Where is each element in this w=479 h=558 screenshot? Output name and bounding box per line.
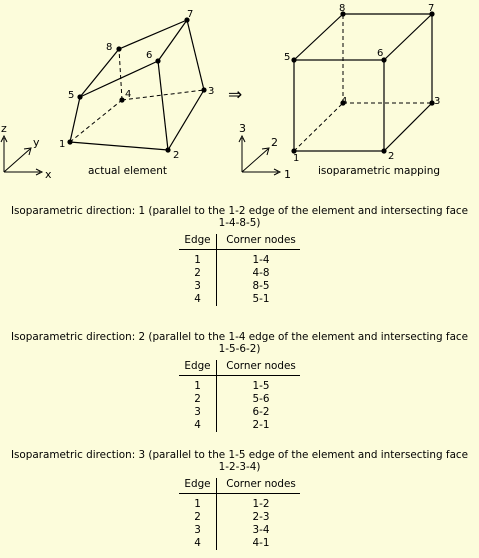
- table-row: [179, 250, 300, 268]
- element-figure: [0, 0, 479, 200]
- axis-label-x: x: [45, 168, 52, 181]
- axis-label-y: y: [33, 136, 40, 149]
- table-row: [179, 537, 300, 550]
- direction-3-table: [179, 478, 300, 550]
- corner-nodes-cell: 5-6: [252, 393, 270, 405]
- cube-node-label-4: 4: [341, 96, 348, 107]
- cube-node-label-3: 3: [434, 96, 441, 107]
- corner-nodes-cell: 8-5: [252, 280, 270, 292]
- node-label-4: 4: [125, 89, 132, 100]
- iso-axis-label-2: 2: [271, 136, 278, 149]
- corner-nodes-cell: 1-4: [252, 254, 270, 266]
- iso-axis-label-1: 1: [284, 168, 291, 181]
- corner-nodes-column-header: Corner nodes: [217, 360, 301, 376]
- edge-cell: 2: [179, 267, 217, 280]
- edge-cell: 4: [179, 537, 217, 550]
- edge-cell: 1: [179, 376, 217, 394]
- cube-node-label-2: 2: [388, 151, 395, 162]
- direction-2-section: [0, 331, 479, 432]
- cube-node-label-7: 7: [428, 3, 435, 14]
- corner-nodes-cell: 6-2: [252, 406, 270, 418]
- direction-3-section: [0, 449, 479, 550]
- corner-nodes-cell: 5-1: [252, 293, 270, 305]
- edge-cell: 2: [179, 511, 217, 524]
- edge-cell: 3: [179, 280, 217, 293]
- direction-2-description: Isoparametric direction: 2 (parallel to the 1-4 edge of the element and intersecting face 1-5-6-2): [10, 331, 469, 355]
- direction-1-section: [0, 205, 479, 306]
- table-row: [179, 280, 300, 293]
- table-row: [179, 511, 300, 524]
- node-label-6: 6: [146, 50, 153, 61]
- node-label-1: 1: [59, 139, 66, 150]
- edge-cell: 2: [179, 393, 217, 406]
- direction-3-description: Isoparametric direction: 3 (parallel to the 1-5 edge of the element and intersecting face 1-2-3-4): [10, 449, 469, 473]
- direction-2-table: [179, 360, 300, 432]
- edge-cell: 3: [179, 406, 217, 419]
- edge-cell: 3: [179, 524, 217, 537]
- corner-nodes-cell: 1-2: [252, 498, 270, 510]
- mapping-arrow: ⇒: [228, 85, 243, 105]
- cube-node-label-5: 5: [284, 52, 291, 63]
- actual-element-node-labels: [59, 9, 214, 161]
- cube-node-label-6: 6: [377, 48, 384, 59]
- direction-1-table: [179, 234, 300, 306]
- table-row: [179, 376, 300, 394]
- edge-cell: 4: [179, 293, 217, 306]
- edge-column-header: Edge: [179, 478, 217, 494]
- node-label-7: 7: [187, 9, 194, 20]
- node-label-2: 2: [173, 150, 180, 161]
- corner-nodes-column-header: Corner nodes: [217, 234, 301, 250]
- corner-nodes-cell: 2-1: [252, 419, 270, 431]
- corner-nodes-cell: 1-5: [252, 380, 270, 392]
- edge-column-header: Edge: [179, 360, 217, 376]
- table-row: [179, 406, 300, 419]
- isoparametric-cube-diagram: [294, 14, 432, 151]
- table-row: [179, 524, 300, 537]
- node-label-5: 5: [68, 90, 75, 101]
- edge-cell: 4: [179, 419, 217, 432]
- node-label-3: 3: [208, 86, 215, 97]
- corner-nodes-cell: 3-4: [252, 524, 270, 536]
- isoparametric-cube-node-labels: [284, 3, 440, 164]
- axis-label-z: z: [1, 122, 7, 135]
- corner-nodes-cell: 4-1: [252, 537, 270, 549]
- table-row: [179, 393, 300, 406]
- edge-column-header: Edge: [179, 234, 217, 250]
- table-row: [179, 419, 300, 432]
- isoparametric-mapping-caption: isoparametric mapping: [318, 165, 441, 177]
- corner-nodes-column-header: Corner nodes: [217, 478, 301, 494]
- edge-cell: 1: [179, 250, 217, 268]
- cube-node-label-8: 8: [339, 3, 346, 14]
- corner-nodes-cell: 2-3: [252, 511, 270, 523]
- node-label-8: 8: [106, 42, 113, 53]
- actual-element-diagram: [70, 20, 204, 150]
- cube-node-label-1: 1: [293, 153, 300, 164]
- actual-element-nodes: [67, 17, 206, 152]
- actual-element-caption: actual element: [88, 165, 167, 177]
- corner-nodes-cell: 4-8: [252, 267, 270, 279]
- table-row: [179, 293, 300, 306]
- edge-cell: 1: [179, 494, 217, 512]
- table-row: [179, 267, 300, 280]
- iso-axis-label-3: 3: [239, 122, 246, 135]
- direction-1-description: Isoparametric direction: 1 (parallel to the 1-2 edge of the element and intersecting face 1-4-8-5): [10, 205, 469, 229]
- table-row: [179, 494, 300, 512]
